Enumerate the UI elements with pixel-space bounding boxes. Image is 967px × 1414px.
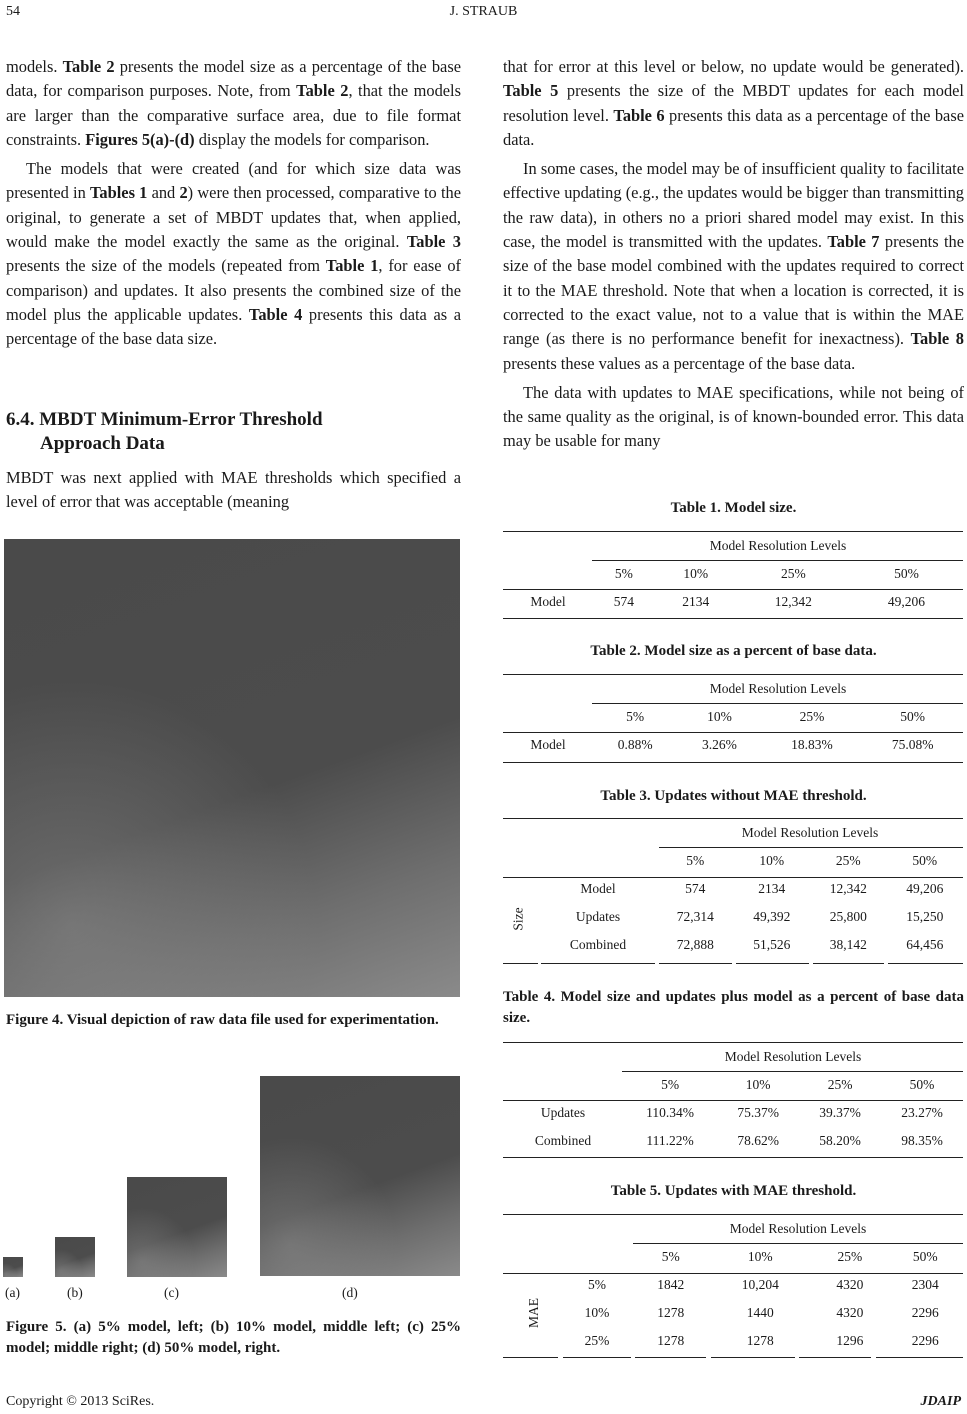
table-cell: 1440: [746, 1305, 774, 1320]
table-2: [503, 675, 963, 759]
table-cell: 4320: [836, 1305, 864, 1320]
table-3-bottom-rule-seg: [813, 963, 884, 964]
row-label: Model: [530, 737, 566, 752]
table-2-col-header: 50%: [900, 709, 926, 724]
row-label: Updates: [540, 1105, 586, 1120]
table-row: [503, 731, 963, 759]
table-cell: 75.37%: [737, 1105, 779, 1120]
table-4-bottom-rule: [503, 1157, 963, 1158]
table-2-col-header: 5%: [626, 709, 645, 724]
table-cell: 4320: [836, 1277, 864, 1292]
table-4-col-header: 10%: [745, 1077, 771, 1092]
table-1-col-header: 50%: [894, 566, 919, 581]
table-5-col-header: 50%: [912, 1249, 938, 1264]
table-2-caption: Table 2. Model size as a percent of base data.: [590, 643, 877, 659]
table-cell: 39.37%: [819, 1105, 861, 1120]
table-row: [503, 1099, 963, 1127]
table-4-header-rule: [503, 1100, 963, 1101]
table-5-bottom-rule-seg: [563, 1357, 631, 1358]
table-2-group-header: Model Resolution Levels: [709, 681, 847, 696]
table-3-col-header: 5%: [686, 853, 705, 868]
section-heading: [6, 408, 323, 432]
footer-copyright: Copyright © 2013 SciRes.: [6, 1394, 155, 1409]
table-1-header-rule: [503, 589, 963, 590]
table-5-group-header: Model Resolution Levels: [729, 1221, 867, 1236]
table-4-caption: Table 4. Model size and updates plus model as a percent of base data size.: [503, 989, 964, 1026]
table-cell: 51,526: [753, 937, 791, 952]
row-label: Model: [530, 594, 566, 609]
table-1-col-header: 25%: [780, 566, 806, 581]
table-cell: 98.35%: [901, 1133, 943, 1148]
table-cell: 49,206: [906, 881, 944, 896]
table-4-group-rule: [622, 1071, 963, 1072]
inline-reference: Table 1: [325, 256, 379, 276]
left-paragraph-3-wrap: [6, 466, 461, 515]
table-row: [503, 1127, 963, 1155]
table-5-col-header: 5%: [661, 1249, 680, 1264]
table-row: [503, 1299, 963, 1327]
footer-journal: JDAIP: [920, 1394, 961, 1409]
right-paragraph-1: that for error at this level or below, no update would be generated). Table 5 presents the size of the MBDT updates for each model resolution level. Table 6 presents this data as a percentage of the base data.: [503, 57, 964, 149]
running-head-author: J. STRAUB: [449, 4, 518, 19]
figure-5d-image: [260, 1076, 460, 1276]
inline-reference: Table 5: [503, 81, 559, 101]
table-2-bottom-rule: [503, 762, 963, 763]
table-cell: 72,888: [676, 937, 714, 952]
inline-reference: Table 4: [248, 304, 303, 324]
table-3-group-rule: [659, 847, 963, 848]
section-title-line1: MBDT Minimum-Error Threshold: [39, 409, 323, 430]
figure-5a-label: (a): [5, 1285, 20, 1300]
table-5-side-label: MAE: [526, 1298, 541, 1328]
row-label: Combined: [534, 1133, 592, 1148]
table-1-col-header: 5%: [614, 566, 633, 581]
table-1-group-rule: [592, 560, 963, 561]
table-cell: 110.34%: [646, 1105, 695, 1120]
table-cell: 2296: [911, 1333, 939, 1348]
right-paragraph-3: The data with updates to MAE specifications, while not being of the same quality as the original, is of known-bounded error. This data may be usable for many: [503, 382, 964, 451]
section-title-line2: Approach Data: [40, 433, 165, 454]
table-5-bottom-rule-seg: [711, 1357, 795, 1358]
table-cell: 1278: [657, 1333, 685, 1348]
table-cell: 12,342: [829, 881, 867, 896]
table-cell: 574: [613, 594, 634, 609]
table-cell: 10,204: [741, 1277, 779, 1292]
table-cell: 1278: [746, 1333, 774, 1348]
table-2-header-rule: [503, 732, 963, 733]
table-5-bottom-rule-seg: [876, 1357, 963, 1358]
table-1-bottom-rule: [503, 618, 963, 619]
table-row: [503, 588, 963, 616]
table-cell: 23.27%: [901, 1105, 943, 1120]
table-3: [503, 819, 963, 959]
table-4-col-header: 50%: [909, 1077, 935, 1092]
row-label: Model: [580, 881, 616, 896]
right-paragraph-2: In some cases, the model may be of insufficient quality to facilitate effective updating (e.g., the updates would be bigger than transmitting the raw data), in others no a priori shared model may exist. In this case, the model is transmitted with the updates. Table 7 presents the size of the base model combined with the updates required to correct it to the MAE threshold. Note that when a location is corrected, it is corrected to the exact value, not to a value that is within the MAE range (as there is no performance benefit for inexactness). Table 8 presents these values as a percentage of the base data.: [503, 159, 964, 373]
table-cell: 18.83%: [791, 737, 833, 752]
table-row: [503, 875, 963, 903]
row-label: 10%: [584, 1305, 610, 1320]
figure-5c-image: [127, 1177, 227, 1277]
figure-4-image: [4, 539, 460, 997]
table-cell: 49,206: [887, 594, 925, 609]
table-1-caption: Table 1. Model size.: [670, 500, 797, 516]
inline-reference: Table 2: [62, 57, 115, 76]
inline-reference: Figures 5(a)-(d): [85, 129, 195, 149]
table-3-col-header: 50%: [912, 853, 938, 868]
table-cell: 72,314: [676, 909, 714, 924]
table-cell: 15,250: [906, 909, 944, 924]
table-3-bottom-rule-seg: [541, 963, 655, 964]
table-cell: 12,342: [774, 594, 812, 609]
table-cell: 78.62%: [737, 1133, 779, 1148]
table-5-group-rule: [633, 1243, 963, 1244]
table-4-group-header: Model Resolution Levels: [724, 1049, 862, 1064]
table-5-caption: Table 5. Updates with MAE threshold.: [610, 1183, 857, 1199]
table-cell: 49,392: [753, 909, 791, 924]
figure-5c-label: (c): [164, 1285, 179, 1300]
inline-reference: 2: [179, 183, 188, 203]
table-cell: 58.20%: [819, 1133, 861, 1148]
table-3-side-cell: [503, 875, 539, 959]
figure-5-caption: Figure 5. (a) 5% model, left; (b) 10% model, middle left; (c) 25% model; middle right; (d) 50% model, right.: [6, 1319, 461, 1356]
inline-reference: Table 8: [910, 329, 964, 349]
row-label: Updates: [575, 909, 621, 924]
table-cell: 1278: [657, 1305, 685, 1320]
table-row: [503, 931, 963, 959]
table-cell: 64,456: [906, 937, 944, 952]
table-2-col-header: 25%: [799, 709, 825, 724]
table-2-col-header: 10%: [707, 709, 732, 724]
table-cell: 574: [685, 881, 706, 896]
figure-5a-image: [3, 1257, 23, 1277]
row-label: Combined: [569, 937, 627, 952]
table-cell: 2134: [682, 594, 710, 609]
table-row: [503, 903, 963, 931]
right-column-text: [503, 55, 964, 454]
table-cell: 25,800: [829, 909, 867, 924]
left-paragraph-3: MBDT was next applied with MAE thresholds which specified a level of error that was acceptable (meaning: [6, 468, 461, 512]
table-1: [503, 532, 963, 616]
table-5-bottom-rule-seg: [799, 1357, 871, 1358]
table-3-side-label: Size: [510, 907, 526, 931]
table-row: [503, 1271, 963, 1299]
table-4: [503, 1043, 963, 1155]
table-3-col-header: 25%: [835, 853, 861, 868]
table-5-col-header: 25%: [837, 1249, 863, 1264]
table-1-col-header: 10%: [683, 566, 709, 581]
figure-4-caption: Figure 4. Visual depiction of raw data file used for experimentation.: [6, 1012, 439, 1028]
left-paragraph-1: models. Table 2 presents the model size as a percentage of the base data, for comparison purposes. Note, from Table 2, that the models are larger than the comparative surface area, due to file format constraints. Figures 5(a)-(d) display the models for comparison.: [6, 57, 461, 149]
table-5-bottom-rule-seg: [503, 1357, 558, 1358]
table-row: [503, 1327, 963, 1355]
left-column-text: [6, 55, 461, 352]
table-3-col-header: 10%: [759, 853, 785, 868]
table-cell: 38,142: [829, 937, 867, 952]
table-3-caption: Table 3. Updates without MAE threshold.: [600, 788, 867, 804]
inline-reference: Table 7: [827, 232, 880, 252]
table-4-col-header: 25%: [827, 1077, 853, 1092]
inline-reference: Table 3: [406, 232, 461, 252]
table-cell: 0.88%: [617, 737, 653, 752]
table-cell: 2296: [911, 1305, 939, 1320]
figure-5d-label: (d): [342, 1285, 358, 1300]
table-5-side-cell: [503, 1271, 561, 1355]
table-3-bottom-rule-seg: [503, 963, 538, 964]
table-5: [503, 1215, 963, 1355]
table-1-group-header: Model Resolution Levels: [709, 538, 847, 553]
table-cell: 1842: [657, 1277, 685, 1292]
table-cell: 1296: [836, 1333, 864, 1348]
table-5-bottom-rule-seg: [635, 1357, 706, 1358]
table-4-col-header: 5%: [661, 1077, 680, 1092]
table-3-header-rule: [503, 877, 963, 878]
section-number: 6.4.: [6, 409, 35, 430]
table-3-bottom-rule-seg: [888, 963, 963, 964]
figure-5b-image: [55, 1237, 95, 1277]
inline-reference: Tables 1: [90, 183, 148, 203]
table-3-bottom-rule-seg: [736, 963, 809, 964]
table-cell: 2304: [911, 1277, 939, 1292]
row-label: 25%: [584, 1333, 610, 1348]
inline-reference: Table 6: [613, 105, 665, 125]
table-2-group-rule: [592, 703, 963, 704]
table-cell: 3.26%: [702, 737, 737, 752]
inline-reference: Table 2: [296, 81, 349, 101]
row-label: 5%: [588, 1277, 606, 1292]
figure-5b-label: (b): [67, 1285, 83, 1300]
table-3-group-header: Model Resolution Levels: [741, 825, 879, 840]
table-cell: 75.08%: [891, 737, 934, 752]
left-paragraph-2: The models that were created (and for which size data was presented in Tables 1 and 2) were then processed, comparative to the original, to generate a set of MBDT updates that, when applied, would make the model exactly the same as the original. Table 3 presents the size of the models (repeated from Table 1, for ease of comparison) and updates. It also presents the combined size of the model plus the applicable updates. Table 4 presents this data as a percentage of the base data size.: [6, 159, 461, 349]
table-cell: 2134: [758, 881, 786, 896]
table-3-bottom-rule-seg: [659, 963, 732, 964]
table-5-col-header: 10%: [747, 1249, 773, 1264]
page-number: 54: [6, 4, 20, 19]
table-5-header-rule: [503, 1273, 963, 1274]
table-cell: 111.22%: [646, 1133, 694, 1148]
